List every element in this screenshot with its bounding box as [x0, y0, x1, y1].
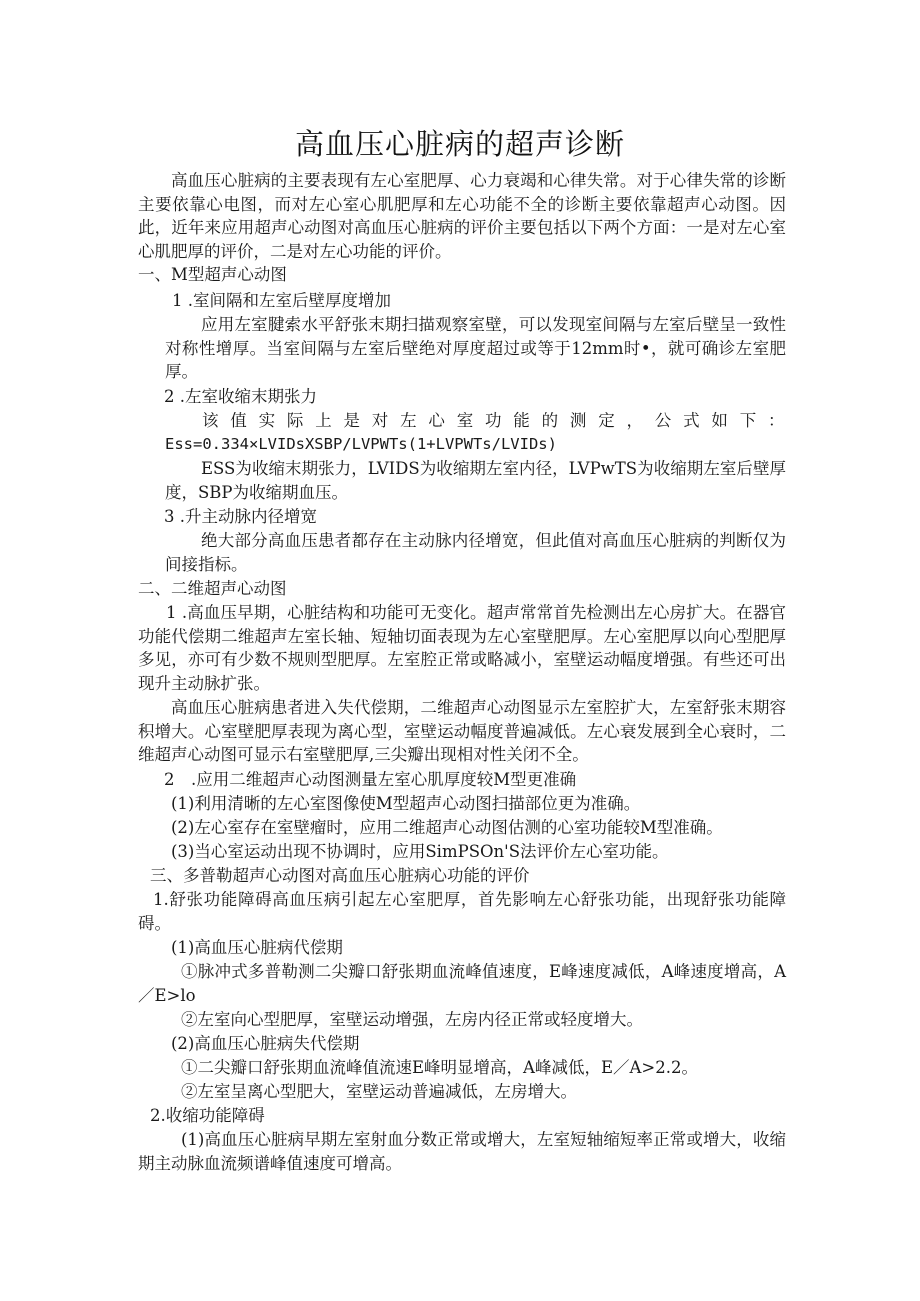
section-1-item-2-text: 该值实际上是对左心室功能的测定，公式如下：	[202, 411, 797, 430]
section-1-item-3-text: 绝大部分高血压患者都存在主动脉内径增宽，但此值对高血压心脏病的判断仅为间接指标。	[165, 531, 786, 574]
section-2-sub-1: (1)利用清晰的左心室图像使M型超声心动图扫描部位更为准确。	[171, 794, 641, 813]
section-3-sub-1-heading: (1)高血压心脏病代偿期	[171, 938, 343, 957]
section-1-item-2-desc: ESS为收缩末期张力，LVIDS为收缩期左室内径，LVPwTS为收缩期左室后壁厚度，SBP为收缩期血压。	[165, 459, 786, 502]
section-3-sub-2-a: ①二尖瓣口舒张期血流峰值流速E峰明显增高，A峰减低，E／A>2.2。	[181, 1058, 698, 1077]
section-3-sub-1-b: ②左室向心型肥厚，室壁运动增强，左房内径正常或轻度增大。	[181, 1010, 643, 1029]
section-3-item-2-text: (1)高血压心脏病早期左室射血分数正常或增大，左室短轴缩短率正常或增大，收缩期主动脉血流频谱峰值速度可增高。	[138, 1130, 786, 1173]
section-3-sub-1-a: ①脉冲式多普勒测二尖瓣口舒张期血流峰值速度，E峰速度减低，A峰速度增高，A／E>lo	[138, 962, 786, 1005]
section-1-heading: 一、M型超声心动图	[138, 265, 287, 284]
section-2-item-2-heading: 2 .应用二维超声心动图测量左室心肌厚度较M型更准确	[164, 770, 577, 789]
document-title: 高血压心脏病的超声诊断	[294, 127, 625, 161]
section-2-item-1-text: 1 .高血压早期，心脏结构和功能可无变化。超声常常首先检测出左心房扩大。在器官功能代偿期二维超声左室长轴、短轴切面表现为左心室壁肥厚。左心室肥厚以向心型肥厚多见，亦可有少数不规则型肥厚。左室腔正常或略减小，室壁运动幅度增强。有些还可出现升主动脉扩张。	[138, 603, 786, 693]
section-1-item-3-heading: 3 .升主动脉内径增宽	[164, 507, 317, 526]
section-1-item-1-heading: 1 .室间隔和左室后壁厚度增加	[172, 291, 391, 310]
intro-paragraph: 高血压心脏病的主要表现有左心室肥厚、心力衰竭和心律失常。对于心律失常的诊断主要依靠心电图，而对左心室心肌肥厚和左心功能不全的诊断主要依靠超声心动图。因此，近年来应用超声心动图对高血压心脏病的评价主要包括以下两个方面：一是对左心室心肌肥厚的评价，二是对左心功能的评价。	[138, 171, 786, 261]
section-1-item-1-text: 应用左室腱索水平舒张末期扫描观察室壁，可以发现室间隔与左室后壁呈一致性对称性增厚。当室间隔与左室后壁绝对厚度超过或等于12mm时•，就可确诊左室肥厚。	[165, 315, 786, 381]
formula: Ess=0.334×LVIDsXSBP/LVPWTs(1+LVPWTs/LVIDs)	[165, 435, 557, 453]
section-3-item-1-text: 1.舒张功能障碍高血压病引起左心室肥厚，首先影响左心舒张功能，出现舒张功能障碍。	[138, 890, 786, 933]
section-2-heading: 二、二维超声心动图	[138, 579, 287, 598]
section-2-sub-2: (2)左心室存在室壁瘤时，应用二维超声心动图估测的心室功能较M型准确。	[171, 818, 723, 837]
section-3-item-2-heading: 2.收缩功能障碍	[150, 1106, 265, 1125]
section-3-sub-2-b: ②左室呈离心型肥大，室壁运动普遍减低，左房增大。	[181, 1082, 577, 1101]
section-3-heading: 三、多普勒超声心动图对高血压心脏病心功能的评价	[150, 866, 530, 885]
section-2-sub-3: (3)当心室运动出现不协调时，应用SimPSOn'S法评价左心室功能。	[171, 842, 669, 861]
section-2-paragraph-2: 高血压心脏病患者进入失代偿期，二维超声心动图显示左室腔扩大，左室舒张末期容积增大。心室壁肥厚表现为离心型，室壁运动幅度普遍减低。左心衰发展到全心衰时，二维超声心动图可显示右室壁肥厚,三尖瓣出现相对性关闭不全。	[138, 698, 786, 764]
section-1-item-2-heading: 2 .左室收缩末期张力	[164, 387, 317, 406]
section-3-sub-2-heading: (2)高血压心脏病失代偿期	[171, 1034, 360, 1053]
